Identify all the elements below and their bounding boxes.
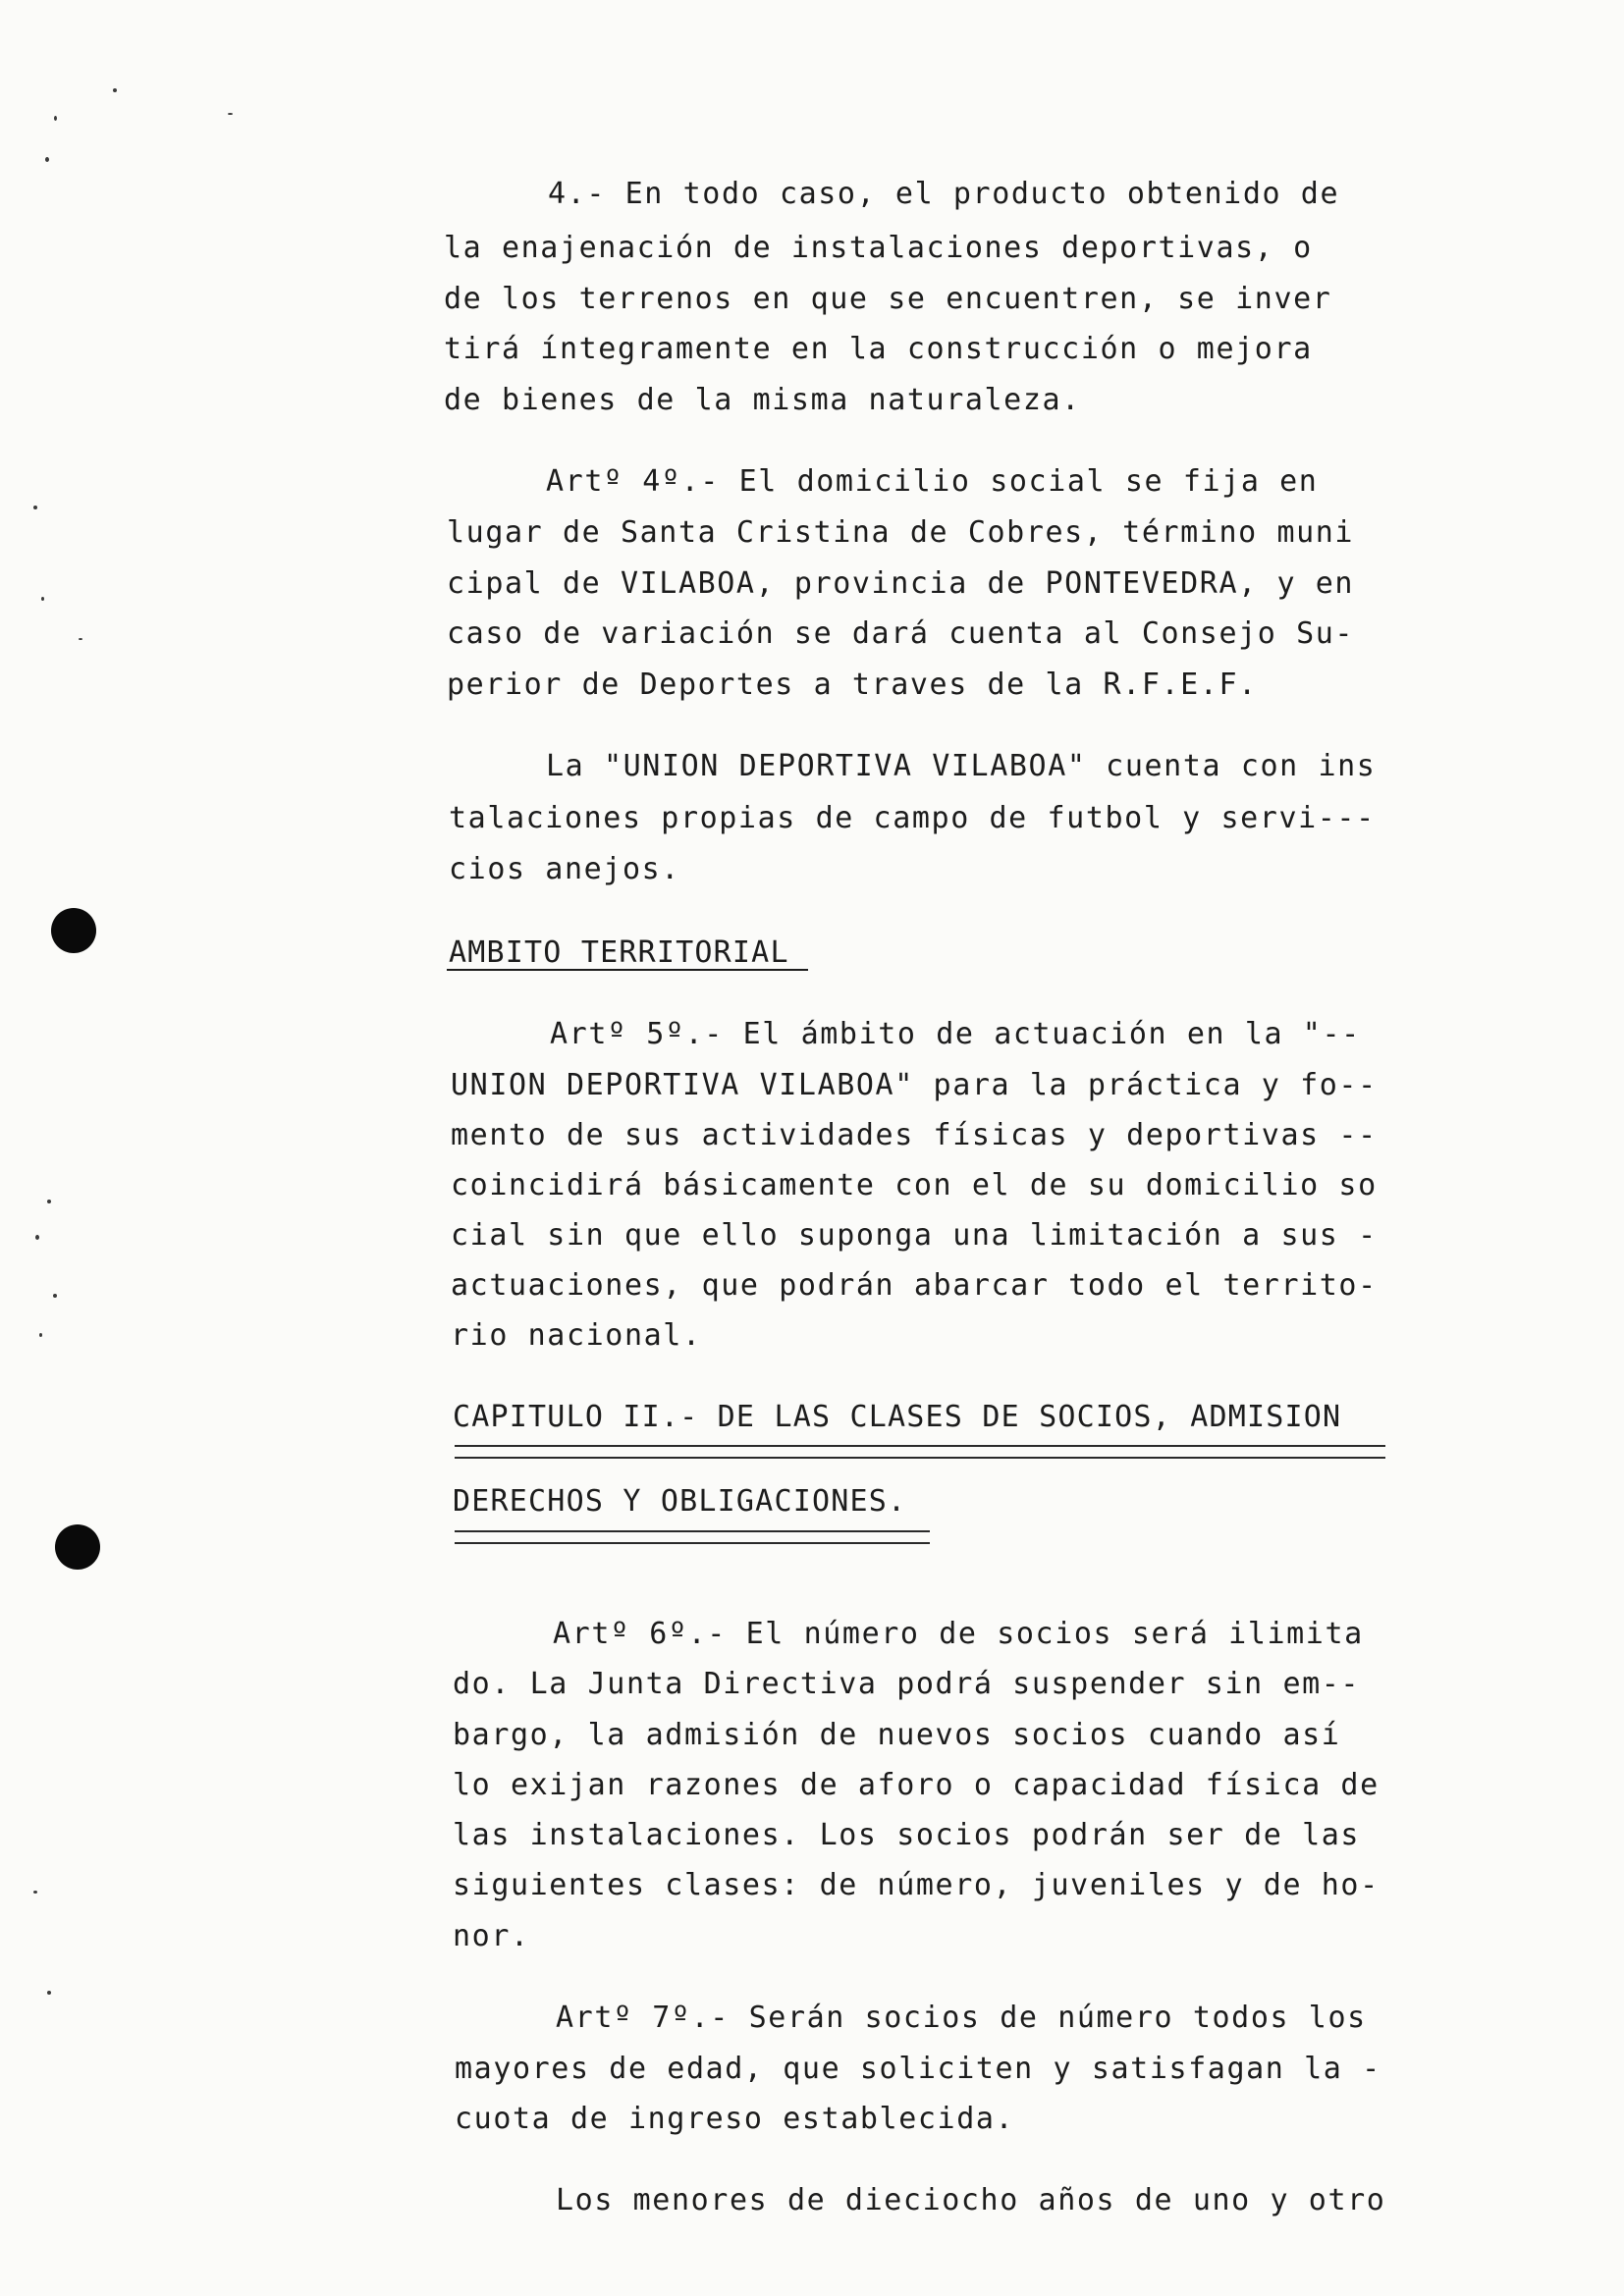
margin-speck — [54, 116, 57, 121]
text-line: cipal de VILABOA, provincia de PONTEVEDRA, y en — [447, 566, 1355, 601]
text-line: 4.- En todo caso, el producto obtenido de — [548, 177, 1340, 211]
text-line: mayores de edad, que soliciten y satisfagan la - — [455, 2052, 1381, 2086]
punch-hole-top — [51, 908, 96, 953]
margin-speck — [79, 638, 82, 640]
margin-speck — [47, 1200, 51, 1203]
section-heading-ambito: AMBITO TERRITORIAL — [449, 935, 789, 970]
text-line: Artº 4º.- El domicilio social se fija en — [546, 464, 1319, 499]
text-line: actuaciones, que podrán abarcar todo el territo- — [451, 1268, 1378, 1303]
heading-underline — [447, 969, 808, 971]
chapter-heading-line-2: DERECHOS Y OBLIGACIONES. — [453, 1484, 907, 1519]
margin-speck — [53, 1294, 57, 1298]
text-line: de bienes de la misma naturaleza. — [444, 383, 1081, 417]
margin-speck — [113, 88, 117, 92]
text-line: las instalaciones. Los socios podrán ser de las — [453, 1818, 1361, 1852]
text-line: mento de sus actividades físicas y deportivas -- — [451, 1118, 1378, 1152]
text-line: cuota de ingreso establecida. — [455, 2102, 1015, 2136]
text-line: nor. — [453, 1919, 530, 1953]
margin-speck — [33, 1891, 37, 1894]
text-line: cios anejos. — [449, 852, 680, 886]
text-line: de los terrenos en que se encuentren, se inver — [444, 282, 1332, 316]
text-line: Artº 7º.- Serán socios de número todos los — [556, 2001, 1367, 2035]
text-line: la enajenación de instalaciones deportivas, o — [444, 231, 1313, 265]
text-line: cial sin que ello suponga una limitación a sus - — [451, 1218, 1378, 1253]
margin-speck — [228, 113, 233, 115]
text-line: rio nacional. — [451, 1318, 702, 1353]
margin-speck — [41, 597, 44, 601]
margin-speck — [45, 157, 49, 162]
chapter-heading-line-1: CAPITULO II.- DE LAS CLASES DE SOCIOS, ADMISION — [453, 1400, 1342, 1434]
punch-hole-bottom — [55, 1524, 100, 1570]
text-line: caso de variación se dará cuenta al Consejo Su- — [447, 616, 1355, 651]
text-line: do. La Junta Directiva podrá suspender sin em-- — [453, 1667, 1361, 1701]
text-line: lugar de Santa Cristina de Cobres, término muni — [447, 515, 1355, 550]
text-line: La "UNION DEPORTIVA VILABOA" cuenta con ins — [546, 749, 1377, 783]
text-line: siguientes clases: de número, juveniles y de ho- — [453, 1868, 1380, 1902]
text-line: talaciones propias de campo de futbol y servi--- — [449, 801, 1376, 835]
margin-speck — [35, 1235, 39, 1240]
text-line: Los menores de dieciocho años de uno y otro — [556, 2183, 1386, 2217]
text-line: perior de Deportes a traves de la R.F.E.F. — [447, 667, 1258, 702]
text-line: bargo, la admisión de nuevos socios cuando así — [453, 1718, 1341, 1752]
text-line: tirá íntegramente en la construcción o mejora — [444, 332, 1313, 366]
margin-speck — [33, 506, 37, 509]
text-line: Artº 5º.- El ámbito de actuación en la "-- — [550, 1017, 1361, 1051]
margin-speck — [47, 1991, 51, 1995]
margin-speck — [39, 1333, 42, 1337]
text-line: coincidirá básicamente con el de su domicilio so — [451, 1168, 1378, 1202]
text-line: UNION DEPORTIVA VILABOA" para la práctica y fo-- — [451, 1068, 1378, 1102]
double-rule — [455, 1445, 1385, 1459]
text-line: lo exijan razones de aforo o capacidad física de — [453, 1768, 1380, 1802]
text-line: Artº 6º.- El número de socios será ilimita — [553, 1617, 1364, 1651]
double-rule — [455, 1530, 930, 1544]
